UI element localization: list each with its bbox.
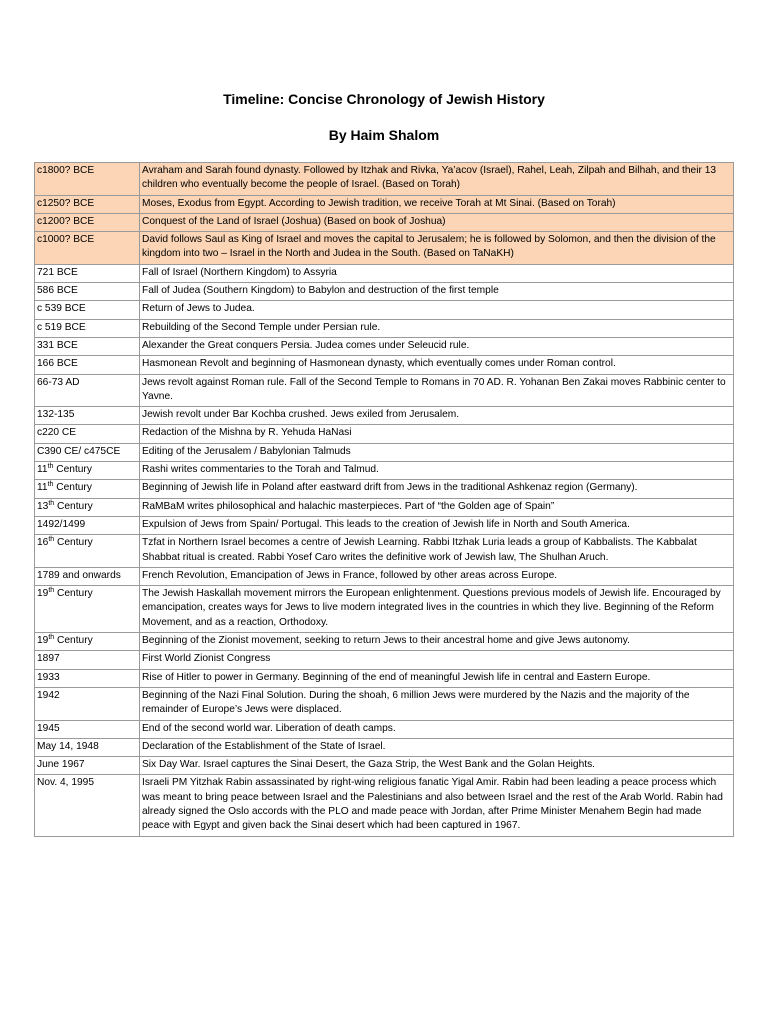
timeline-row bbox=[35, 195, 734, 213]
timeline-event: Rebuilding of the Second Temple under Persian rule. bbox=[140, 319, 734, 337]
timeline-event: Hasmonean Revolt and beginning of Hasmonean dynasty, which eventually comes under Roman control. bbox=[140, 356, 734, 374]
timeline-date: C390 CE/ c475CE bbox=[35, 443, 140, 461]
date-ordinal-suffix: th bbox=[48, 499, 55, 507]
timeline-date: c220 CE bbox=[35, 425, 140, 443]
document-author: By Haim Shalom bbox=[328, 127, 440, 143]
timeline-date: c 519 BCE bbox=[35, 319, 140, 337]
timeline-event: Declaration of the Establishment of the State of Israel. bbox=[140, 738, 734, 756]
timeline-row bbox=[35, 356, 734, 374]
timeline-event: Fall of Israel (Northern Kingdom) to Assyria bbox=[140, 264, 734, 282]
timeline-event: Jewish revolt under Bar Kochba crushed. Jews exiled from Jerusalem. bbox=[140, 407, 734, 425]
date-number: 11 bbox=[37, 482, 48, 494]
timeline-event: Rise of Hitler to power in Germany. Beginning of the end of meaningful Jewish life in central and Eastern Europe. bbox=[140, 669, 734, 687]
timeline-row bbox=[35, 586, 734, 633]
timeline-event: Beginning of the Nazi Final Solution. During the shoah, 6 million Jews were murdered by the Nazis and the majority of the remainder of Europe’s Jews were displaced. bbox=[140, 687, 734, 720]
timeline-date: 1789 and onwards bbox=[35, 567, 140, 585]
timeline-event: Redaction of the Mishna by R. Yehuda HaNasi bbox=[140, 425, 734, 443]
timeline-date: c1000? BCE bbox=[35, 232, 140, 265]
timeline-date: c1800? BCE bbox=[35, 163, 140, 196]
timeline-event: French Revolution, Emancipation of Jews in France, followed by other areas across Europe. bbox=[140, 567, 734, 585]
timeline-event: David follows Saul as King of Israel and moves the capital to Jerusalem; he is followed by Solomon, and then the division of the kingdom into two – Israel in the North and Judea in the South. (Based on TaNaKH) bbox=[140, 232, 734, 265]
date-unit: Century bbox=[53, 464, 92, 476]
timeline-row bbox=[35, 669, 734, 687]
date-ordinal-suffix: th bbox=[48, 634, 55, 642]
timeline-event: Six Day War. Israel captures the Sinai Desert, the Gaza Strip, the West Bank and the Golan Heights. bbox=[140, 757, 734, 775]
timeline-row bbox=[35, 567, 734, 585]
timeline-event: Beginning of Jewish life in Poland after eastward drift from Jews in the traditional Ashkenaz region (Germany). bbox=[140, 480, 734, 498]
document-title: Timeline: Concise Chronology of Jewish History bbox=[223, 91, 545, 107]
timeline-row bbox=[35, 498, 734, 516]
timeline-row bbox=[35, 319, 734, 337]
timeline-row bbox=[35, 633, 734, 651]
timeline-event: The Jewish Haskallah movement mirrors the European enlightenment. Questions previous models of Jewish life. Encouraged by emancipation, creates ways for Jews to live modern integrated lives in the countries in which they live. Beginning of the Reform Movement, and as a reaction, Orthodoxy. bbox=[140, 586, 734, 633]
timeline-event: Expulsion of Jews from Spain/ Portugal. This leads to the creation of Jewish life in North and South America. bbox=[140, 516, 734, 534]
timeline-row bbox=[35, 213, 734, 231]
timeline-row bbox=[35, 720, 734, 738]
timeline-date: 166 BCE bbox=[35, 356, 140, 374]
timeline-date: June 1967 bbox=[35, 757, 140, 775]
timeline-event: End of the second world war. Liberation of death camps. bbox=[140, 720, 734, 738]
date-number: 19 bbox=[37, 635, 49, 647]
timeline-date bbox=[35, 480, 140, 498]
timeline-event: Avraham and Sarah found dynasty. Followed by Itzhak and Rivka, Ya’acov (Israel), Rahel, Leah, Zilpah and Bilhah, and their 13 children who eventually become the people of Israel. (Based on Torah) bbox=[140, 163, 734, 196]
timeline-row bbox=[35, 337, 734, 355]
date-ordinal-suffix: th bbox=[47, 463, 54, 471]
timeline-row bbox=[35, 516, 734, 534]
timeline-row bbox=[35, 535, 734, 568]
timeline-row bbox=[35, 480, 734, 498]
timeline-event: Alexander the Great conquers Persia. Judea comes under Seleucid rule. bbox=[140, 337, 734, 355]
timeline-date bbox=[35, 633, 140, 651]
timeline-event: RaMBaM writes philosophical and halachic masterpieces. Part of “the Golden age of Spain” bbox=[140, 498, 734, 516]
timeline-date bbox=[35, 586, 140, 633]
timeline-date: 132-135 bbox=[35, 407, 140, 425]
timeline-event: Tzfat in Northern Israel becomes a centre of Jewish Learning. Rabbi Itzhak Luria leads a group of Kabbalists. The Kabbalat Shabbat ritual is created. Rabbi Yosef Caro writes the definitive work of Jewish law, The Shulhan Aruch. bbox=[140, 535, 734, 568]
timeline-row bbox=[35, 757, 734, 775]
timeline-date bbox=[35, 498, 140, 516]
timeline-row bbox=[35, 687, 734, 720]
timeline-event: Rashi writes commentaries to the Torah and Talmud. bbox=[140, 462, 734, 480]
timeline-event: Israeli PM Yitzhak Rabin assassinated by right-wing religious fanatic Yigal Amir. Rabin had been leading a peace process which was meant to bring peace between Israel and the Palestinians and also between Israel and the rest of the Arab World. Rabin had already signed the Oslo accords with the PLO and made peace with Jordan, after Prime Minister Menahem Begin had made peace with Egypt and given back the Sinai desert which had been captured in 1967. bbox=[140, 775, 734, 836]
timeline-event: Return of Jews to Judea. bbox=[140, 301, 734, 319]
timeline-date: c1200? BCE bbox=[35, 213, 140, 231]
timeline-date: 1897 bbox=[35, 651, 140, 669]
timeline-date: 331 BCE bbox=[35, 337, 140, 355]
date-number: 13 bbox=[37, 500, 49, 512]
timeline-row bbox=[35, 425, 734, 443]
chronology-table bbox=[34, 162, 734, 837]
timeline-event: Conquest of the Land of Israel (Joshua) (Based on book of Joshua) bbox=[140, 213, 734, 231]
timeline-date: Nov. 4, 1995 bbox=[35, 775, 140, 836]
timeline-date bbox=[35, 535, 140, 568]
timeline-date: 1945 bbox=[35, 720, 140, 738]
timeline-row bbox=[35, 283, 734, 301]
date-ordinal-suffix: th bbox=[47, 481, 54, 489]
chronology-table-body bbox=[35, 163, 734, 837]
timeline-event: Fall of Judea (Southern Kingdom) to Babylon and destruction of the first temple bbox=[140, 283, 734, 301]
date-ordinal-suffix: th bbox=[48, 536, 55, 544]
timeline-row bbox=[35, 738, 734, 756]
date-ordinal-suffix: th bbox=[48, 587, 55, 595]
timeline-event: First World Zionist Congress bbox=[140, 651, 734, 669]
timeline-date: 66-73 AD bbox=[35, 374, 140, 407]
date-number: 16 bbox=[37, 537, 49, 549]
date-number: 19 bbox=[37, 588, 49, 600]
timeline-event: Moses, Exodus from Egypt. According to Jewish tradition, we receive Torah at Mt Sinai. (Based on Torah) bbox=[140, 195, 734, 213]
date-unit: Century bbox=[53, 482, 92, 494]
timeline-date: 586 BCE bbox=[35, 283, 140, 301]
date-unit: Century bbox=[54, 588, 93, 600]
timeline-date: 1492/1499 bbox=[35, 516, 140, 534]
timeline-date: 721 BCE bbox=[35, 264, 140, 282]
timeline-date: May 14, 1948 bbox=[35, 738, 140, 756]
timeline-event: Jews revolt against Roman rule. Fall of the Second Temple to Romans in 70 AD. R. Yohanan Ben Zakai moves Rabbinic center to Yavne. bbox=[140, 374, 734, 407]
timeline-row bbox=[35, 775, 734, 836]
date-unit: Century bbox=[54, 635, 93, 647]
timeline-row bbox=[35, 232, 734, 265]
timeline-event: Editing of the Jerusalem / Babylonian Talmuds bbox=[140, 443, 734, 461]
timeline-row bbox=[35, 264, 734, 282]
timeline-row bbox=[35, 301, 734, 319]
timeline-row bbox=[35, 374, 734, 407]
timeline-row bbox=[35, 163, 734, 196]
timeline-date bbox=[35, 462, 140, 480]
timeline-date: 1942 bbox=[35, 687, 140, 720]
timeline-row bbox=[35, 443, 734, 461]
date-number: 11 bbox=[37, 464, 48, 476]
timeline-row bbox=[35, 407, 734, 425]
timeline-date: c1250? BCE bbox=[35, 195, 140, 213]
timeline-event: Beginning of the Zionist movement, seeking to return Jews to their ancestral home and give Jews autonomy. bbox=[140, 633, 734, 651]
date-unit: Century bbox=[54, 500, 93, 512]
timeline-row bbox=[35, 462, 734, 480]
timeline-date: c 539 BCE bbox=[35, 301, 140, 319]
timeline-date: 1933 bbox=[35, 669, 140, 687]
timeline-row bbox=[35, 651, 734, 669]
date-unit: Century bbox=[54, 537, 93, 549]
